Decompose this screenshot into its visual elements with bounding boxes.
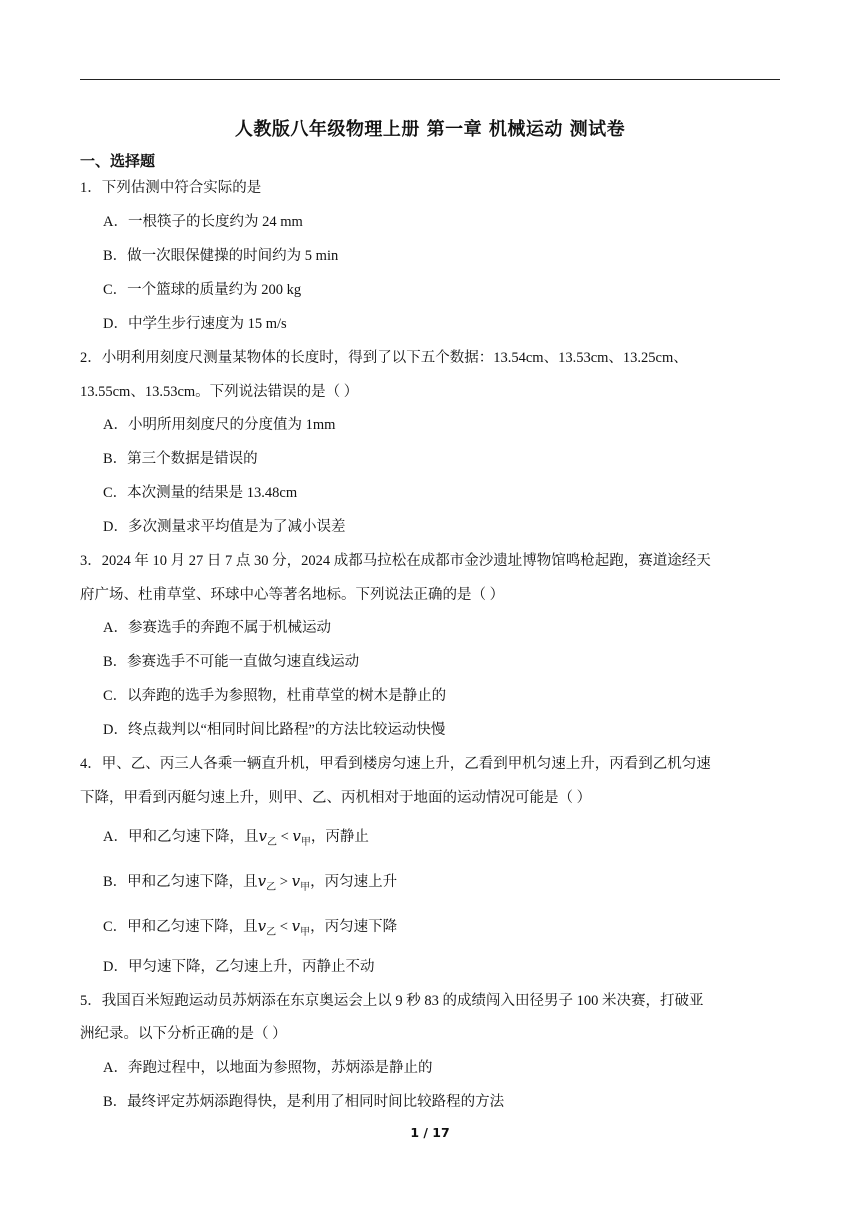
question-3-stem-line-1: 3．2024 年 10 月 27 日 7 点 30 分，2024 成都马拉松在成都市金沙遗址博物馆鸣枪起跑，赛道途经天 [80,553,711,569]
velocity-subscript: 甲 [300,882,311,893]
question-2-option-b: B．第三个数据是错误的 [103,451,258,467]
comparison-operator: < [276,829,293,845]
comparison-operator: < [276,919,292,935]
velocity-subscript: 乙 [266,882,277,893]
option-text: B．甲和乙匀速下降，且 [103,874,258,890]
question-2-option-c: C．本次测量的结果是 13.48cm [103,485,298,501]
page-title: 人教版八年级物理上册 第一章 机械运动 测试卷 [234,119,626,140]
option-text: ，丙匀速上升 [310,874,398,890]
question-4-option-a [103,826,369,853]
option-text: ，丙静止 [310,829,369,845]
velocity-symbol: v [291,872,301,890]
velocity-symbol: v [291,917,301,935]
question-2-stem-line-2: 13.55cm、13.53cm。下列说法错误的是（ ） [80,384,359,400]
question-2-option-a: A．小明所用刻度尺的分度值为 1mm [103,417,336,433]
question-5-option-a: A．奔跑过程中，以地面为参照物，苏炳添是静止的 [103,1060,433,1076]
question-1-stem: 1．下列估测中符合实际的是 [80,180,262,196]
question-1-option-b: B．做一次眼保健操的时间约为 5 min [103,248,339,264]
question-1-option-a: A．一根筷子的长度约为 24 mm [103,214,303,230]
velocity-symbol: v [292,827,301,845]
question-2-stem-line-1: 2．小明利用刻度尺测量某物体的长度时，得到了以下五个数据：13.54cm、13.53cm、13.25cm、 [80,350,688,366]
question-5-stem-line-1: 5．我国百米短跑运动员苏炳添在东京奥运会上以 9 秒 83 的成绩闯入田径男子 100 米决赛，打破亚 [80,993,704,1009]
question-5-stem-line-2: 洲纪录。以下分析正确的是（ ） [80,1026,287,1042]
comparison-operator: > [276,874,292,890]
velocity-subscript: 乙 [266,837,277,848]
velocity-subscript: 甲 [300,927,311,938]
question-3-stem-line-2: 府广场、杜甫草堂、环球中心等著名地标。下列说法正确的是（ ） [80,587,505,603]
velocity-symbol: v [257,917,267,935]
page-number: 1 / 17 [410,1125,450,1140]
question-4-stem-line-1: 4．甲、乙、丙三人各乘一辆直升机，甲看到楼房匀速上升，乙看到甲机匀速上升，丙看到乙机匀速 [80,756,711,772]
velocity-symbol: v [258,827,267,845]
velocity-symbol: v [257,872,267,890]
question-4-option-b [103,871,397,898]
option-text: C．甲和乙匀速下降，且 [103,919,258,935]
question-3-option-c: C．以奔跑的选手为参照物，杜甫草堂的树木是静止的 [103,688,447,704]
velocity-subscript: 甲 [300,837,311,848]
question-4-option-c [103,916,397,943]
question-2-option-d: D．多次测量求平均值是为了减小误差 [103,519,346,535]
question-4-option-d: D．甲匀速下降，乙匀速上升，丙静止不动 [103,959,375,975]
question-3-option-d: D．终点裁判以“相同时间比路程”的方法比较运动快慢 [103,722,446,738]
option-text: A．甲和乙匀速下降，且 [103,829,259,845]
velocity-subscript: 乙 [266,927,277,938]
question-1-option-d: D．中学生步行速度为 15 m/s [103,316,287,332]
question-1-option-c: C．一个篮球的质量约为 200 kg [103,282,302,298]
header-rule [80,79,780,80]
option-text: ，丙匀速下降 [310,919,398,935]
section-heading: 一、选择题 [80,152,156,170]
question-5-option-b: B．最终评定苏炳添跑得快，是利用了相同时间比较路程的方法 [103,1094,505,1110]
question-3-option-a: A．参赛选手的奔跑不属于机械运动 [103,620,331,636]
question-3-option-b: B．参赛选手不可能一直做匀速直线运动 [103,654,360,670]
question-4-stem-line-2: 下降，甲看到丙艇匀速上升，则甲、乙、丙机相对于地面的运动情况可能是（ ） [80,790,592,806]
